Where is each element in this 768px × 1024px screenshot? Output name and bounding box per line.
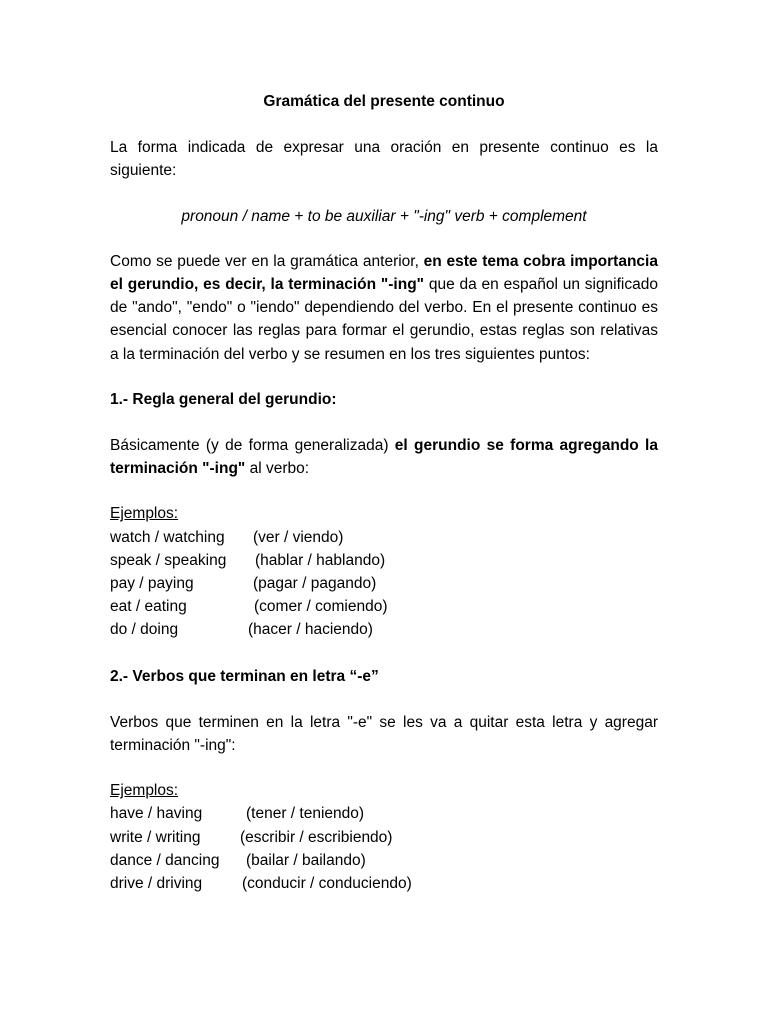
gerund-paragraph [110,250,658,366]
example-spanish: (escribir / escribiendo) [240,828,393,846]
gerund-paragraph-part2: que da en español un significado de "ando", "endo" o "iendo" dependiendo del verbo. En el presente continuo es esencial conocer las reglas para formar el gerundio, estas reglas son relativas a la terminación del verbo y se resumen en los tres siguientes puntos: [110,276,658,363]
example-spanish: (pagar / pagando) [253,575,377,593]
example-english: pay / paying [110,575,194,593]
section2-paragraph: Verbos que terminen en la letra "-e" se les va a quitar esta letra y agregar terminación "-ing": [110,713,658,755]
grammar-formula: pronoun / name + to be auxiliar + "-ing" verb + complement [181,207,587,225]
section1-heading: 1.- Regla general del gerundio: [110,390,337,408]
example-row [110,826,658,849]
example-spanish: (tener / teniendo) [246,805,365,823]
example-english: drive / driving [110,875,203,893]
section1-examples [110,502,658,641]
example-row [110,872,658,895]
section2-heading: 2.- Verbos que terminan en letra “-e” [110,667,379,685]
document-title: Gramática del presente continuo [263,93,505,110]
example-english: write / writing [110,828,201,846]
example-spanish: (conducir / conduciendo) [242,875,412,893]
section1-text-part2: al verbo: [245,460,310,478]
section1-text-bold: el gerundio se forma agregando la terminación "-ing" [110,437,658,478]
example-spanish: (bailar / bailando) [246,851,366,869]
gerund-paragraph-part1: Como se puede ver en la gramática anterior, [110,252,424,270]
section2-examples [110,779,658,895]
example-row [110,526,658,549]
example-row [110,572,658,595]
section1-paragraph [110,434,658,480]
example-english: eat / eating [110,598,187,616]
gerund-paragraph-bold: en este tema cobra importancia el gerundio, es decir, la terminación "-ing" [110,252,658,294]
example-english: watch / watching [110,528,225,546]
section2-examples-label: Ejemplos: [110,782,179,800]
example-spanish: (hacer / haciendo) [248,621,373,639]
example-english: do / doing [110,621,179,639]
example-english: speak / speaking [110,551,227,569]
example-row [110,802,658,825]
example-row [110,849,658,872]
example-spanish: (comer / comiendo) [254,598,388,616]
document-page [110,90,658,918]
example-row [110,618,658,641]
example-row [110,549,658,572]
example-spanish: (ver / viendo) [253,528,344,546]
section1-text-part1: Básicamente (y de forma generalizada) [110,437,395,455]
section1-examples-label: Ejemplos: [110,505,179,523]
example-english: have / having [110,805,203,823]
example-row [110,595,658,618]
intro-paragraph: La forma indicada de expresar una oración en presente continuo es la siguiente: [110,139,658,180]
example-english: dance / dancing [110,851,220,869]
example-spanish: (hablar / hablando) [255,551,386,569]
